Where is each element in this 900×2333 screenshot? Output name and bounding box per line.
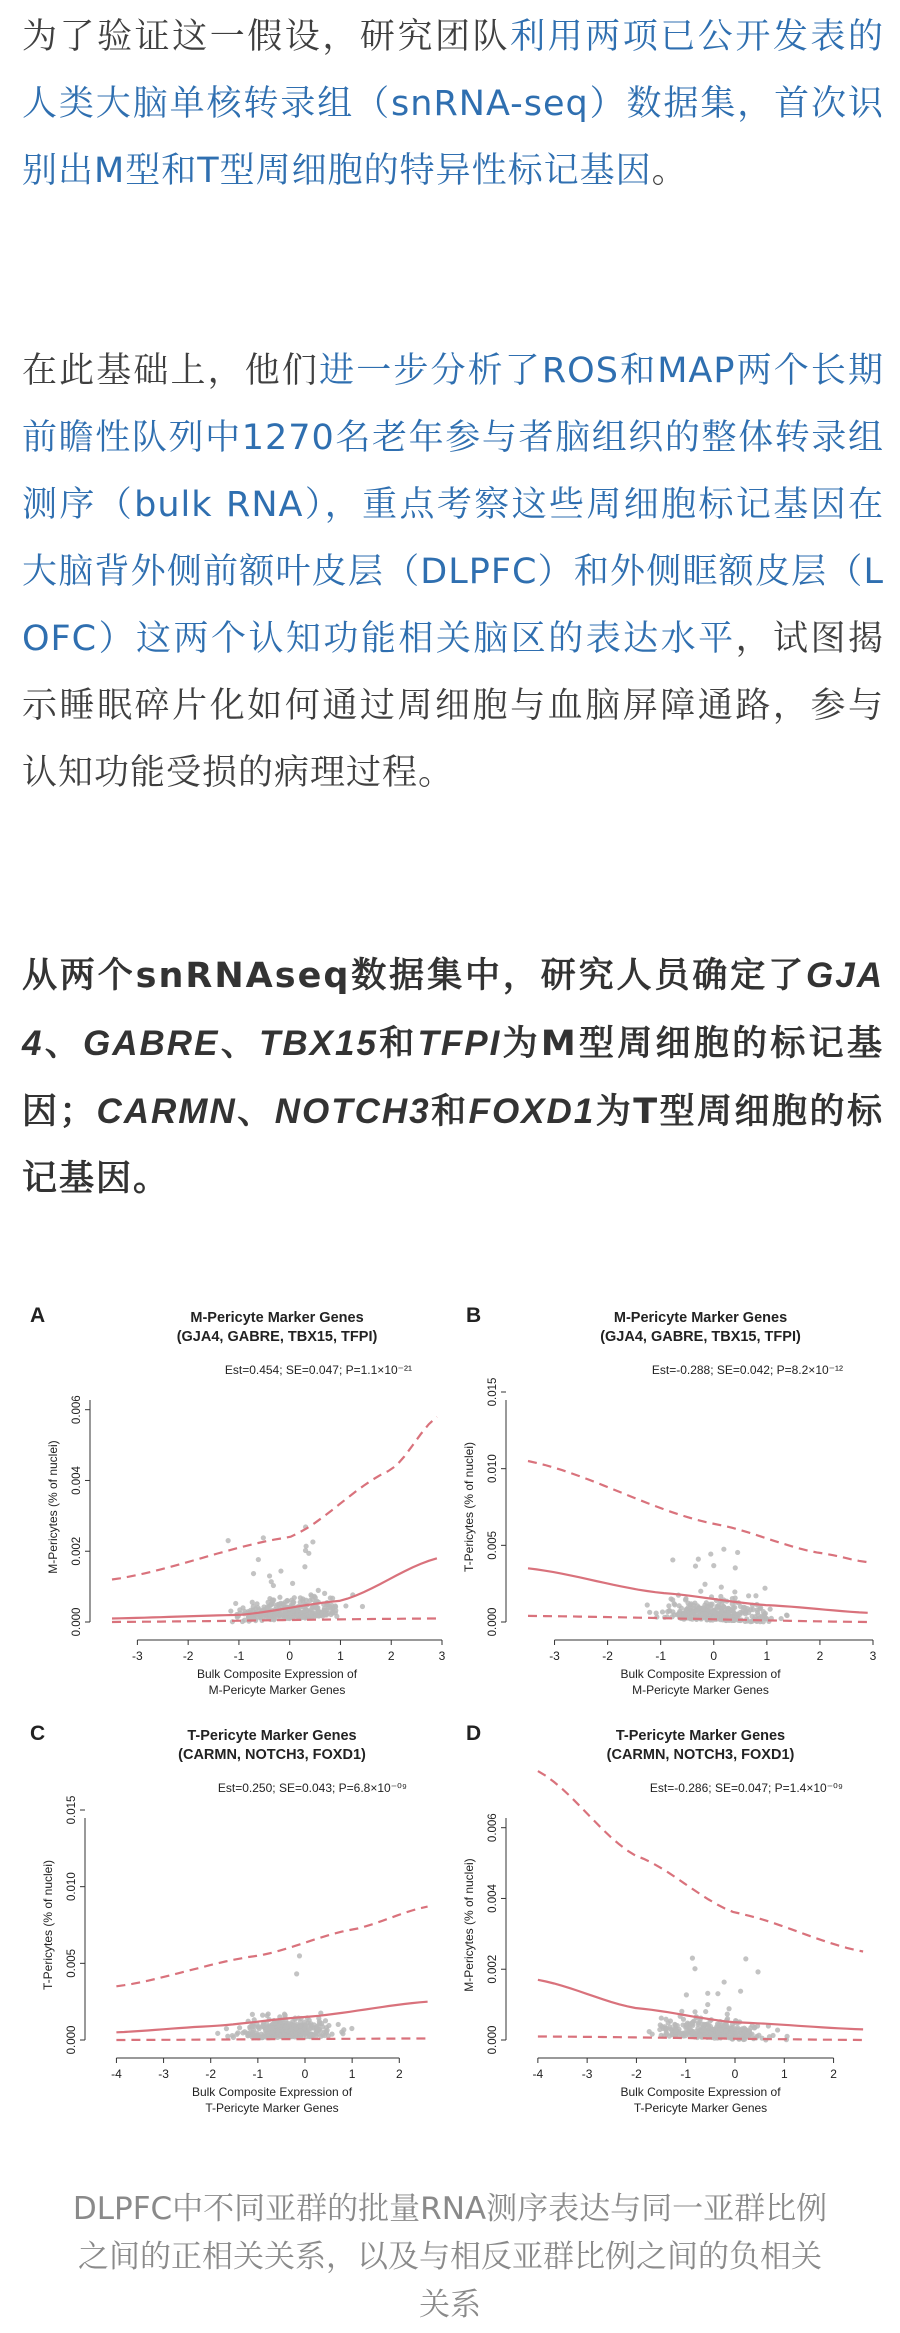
data-point (360, 1604, 365, 1609)
data-point (738, 1989, 743, 1994)
panel-stats: Est=0.454; SE=0.047; P=1.1×10⁻²¹ (224, 1363, 412, 1377)
y-tick-label: 0.006 (71, 1395, 83, 1425)
marker-text-5: 为T型周细胞的标记基因。 (22, 1092, 884, 1199)
analysis-highlight: 进一步分析了ROS和MAP两个长期前瞻性队列中1270名老年参与者脑组织的整体转录组测序（bulk RNA），重点考察这些周细胞标记基因在大脑背外侧前额叶皮层（DLPFC）和外侧眶额皮层（LOFC）这两个认知功能相关脑区的表达水平 (22, 351, 884, 659)
data-point (250, 2012, 255, 2017)
data-point (233, 1601, 238, 1606)
data-point (711, 1563, 716, 1568)
data-point (268, 1612, 273, 1617)
data-point (334, 1614, 339, 1619)
upper-bound-curve (528, 1461, 868, 1562)
data-point (690, 1610, 695, 1615)
x-tick-label: -3 (158, 2067, 169, 2081)
data-point (704, 1600, 709, 1605)
marker-text-3: 为M型周细胞的标记基因； (22, 1024, 884, 1132)
data-point (319, 2021, 324, 2026)
gene-foxd1: FOXD1 (468, 1092, 596, 1131)
data-point (715, 1605, 720, 1610)
data-point (283, 2024, 288, 2029)
data-point (650, 2031, 655, 2036)
data-point (308, 1614, 313, 1619)
data-point (297, 1953, 302, 1958)
data-point (691, 2030, 696, 2035)
data-point (281, 2032, 286, 2037)
x-tick-label: -2 (205, 2067, 217, 2081)
data-point (658, 2022, 663, 2027)
data-point (310, 1539, 315, 1544)
panel-stats: Est=-0.288; SE=0.042; P=8.2×10⁻¹² (651, 1363, 843, 1377)
data-point (272, 2020, 277, 2025)
data-point (260, 2013, 265, 2018)
paragraph-marker-genes (22, 942, 884, 1213)
data-point (322, 1591, 327, 1596)
y-tick-label: 0.002 (71, 1536, 83, 1566)
data-point (292, 1595, 297, 1600)
data-point (732, 1589, 737, 1594)
data-point (266, 2011, 271, 2016)
data-point (775, 2027, 780, 2032)
caption-line-3: 关系 (419, 2287, 481, 2323)
gene-notch3: NOTCH3 (274, 1092, 431, 1131)
data-point (316, 1588, 321, 1593)
x-tick-label: -1 (680, 2067, 692, 2081)
data-point (306, 1551, 311, 1556)
data-point (237, 2025, 242, 2030)
panel-letter: B (466, 1304, 482, 1327)
fit-curve (112, 1558, 437, 1618)
data-point (300, 1596, 305, 1601)
data-point (302, 1564, 307, 1569)
sep-2: 、 (219, 1024, 259, 1064)
intro-end: 。 (651, 151, 688, 191)
data-point (250, 2024, 255, 2029)
data-point (677, 1603, 682, 1608)
gene-tbx15: TBX15 (259, 1024, 378, 1063)
y-tick-label: 0.015 (487, 1377, 499, 1407)
y-tick-label: 0.004 (71, 1466, 83, 1495)
figure-scatter-panels (22, 1282, 884, 2182)
data-point (675, 1612, 680, 1617)
data-point (709, 1602, 714, 1607)
x-axis-label: Bulk Composite Expression of (620, 1667, 781, 1681)
x-tick-label: -2 (602, 1649, 613, 1663)
data-point (298, 2019, 303, 2024)
data-point (721, 1604, 726, 1609)
data-point (703, 2009, 708, 2014)
upper-bound-curve (538, 1771, 863, 1951)
gene-tfpi: TFPI (417, 1024, 502, 1063)
data-point (691, 1603, 696, 1608)
data-point (698, 1589, 703, 1594)
data-point (313, 1605, 318, 1610)
x-axis-label: T-Pericyte Marker Genes (633, 2101, 768, 2115)
data-point (755, 1969, 760, 1974)
data-point (330, 1611, 335, 1616)
data-point (741, 1605, 746, 1610)
x-tick-label: -1 (655, 1649, 667, 1663)
data-point (688, 1615, 693, 1620)
data-point (670, 1557, 675, 1562)
analysis-text: 在此基础上，他们 (22, 351, 320, 391)
sep-3: 、 (236, 1092, 275, 1132)
data-point (307, 2018, 312, 2023)
panel-stats: Est=-0.286; SE=0.047; P=1.4×10⁻⁰⁹ (649, 1781, 843, 1795)
data-point (705, 1991, 710, 1996)
panel-title: T-Pericyte Marker Genes (615, 1728, 786, 1744)
y-axis-label: T-Pericytes (% of nuclei) (462, 1441, 476, 1573)
x-tick-label: 0 (301, 2067, 309, 2081)
data-point (668, 2018, 673, 2023)
upper-bound-curve (116, 1907, 427, 1987)
data-point (746, 1593, 751, 1598)
y-tick-label: 0.005 (66, 1948, 78, 1978)
data-point (660, 1609, 665, 1614)
panel-b (462, 1304, 877, 1697)
data-point (244, 2031, 249, 2036)
x-tick-label: 2 (830, 2067, 837, 2081)
data-point (269, 1579, 274, 1584)
x-tick-label: -4 (111, 2067, 122, 2081)
data-point (309, 1594, 314, 1599)
sep-1: 、 (43, 1024, 84, 1064)
data-point (304, 2029, 309, 2034)
data-point (726, 2006, 731, 2011)
data-point (692, 2009, 697, 2014)
x-tick-label: -2 (631, 2067, 642, 2081)
data-point (690, 1956, 695, 1961)
data-point (266, 1604, 271, 1609)
data-point (226, 1538, 231, 1543)
data-point (294, 1971, 299, 1976)
x-tick-label: 1 (780, 2067, 788, 2081)
data-point (683, 1612, 688, 1617)
panel-title: M-Pericyte Marker Genes (613, 1310, 788, 1326)
x-tick-label: 2 (816, 1649, 824, 1663)
data-point (277, 1595, 282, 1600)
data-point (659, 2015, 664, 2020)
y-tick-label: 0.000 (71, 1607, 83, 1637)
intro-highlight: 利用两项已公开发表的人类大脑单核转录组（snRNA-seq）数据集，首次识别出M型和T型周细胞的特异性标记基因 (22, 17, 884, 191)
data-point (693, 1563, 698, 1568)
y-axis-label: T-Pericytes (% of nuclei) (41, 1859, 55, 1991)
x-tick-label: 0 (731, 2067, 739, 2081)
panel-letter: C (30, 1722, 46, 1745)
data-point (719, 1585, 724, 1590)
data-point (768, 1607, 773, 1612)
upper-bound-curve (112, 1417, 437, 1580)
data-point (735, 1550, 740, 1555)
x-axis-label: M-Pericyte Marker Genes (632, 1683, 769, 1697)
y-tick-label: 0.004 (487, 1884, 499, 1913)
x-tick-label: 1 (763, 1649, 771, 1663)
x-tick-label: -1 (233, 1649, 245, 1663)
data-point (681, 2017, 686, 2022)
y-tick-label: 0.010 (487, 1454, 499, 1484)
data-point (672, 1601, 677, 1606)
data-point (762, 1586, 767, 1591)
data-point (743, 1610, 748, 1615)
data-point (290, 1600, 295, 1605)
data-point (730, 2026, 735, 2031)
data-point (260, 2035, 265, 2040)
data-point (673, 2027, 678, 2032)
data-point (328, 1605, 333, 1610)
data-point (697, 2033, 702, 2038)
data-point (721, 1547, 726, 1552)
paragraph-analysis (22, 338, 884, 807)
gene-gabre: GABRE (83, 1024, 220, 1063)
data-point (324, 1612, 329, 1617)
data-point (785, 1613, 790, 1618)
y-tick-label: 0.005 (487, 1530, 499, 1560)
data-point (215, 2031, 220, 2036)
data-point (298, 2029, 303, 2034)
data-point (696, 1557, 701, 1562)
panel-subtitle: (GJA4, GABRE, TBX15, TFPI) (600, 1329, 801, 1345)
data-point (261, 1535, 266, 1540)
data-point (744, 2031, 749, 2036)
data-point (251, 1571, 256, 1576)
data-point (275, 1602, 280, 1607)
data-point (322, 2033, 327, 2038)
data-point (279, 1611, 284, 1616)
data-point (753, 1593, 758, 1598)
data-point (755, 1612, 760, 1617)
data-point (684, 2031, 689, 2036)
marker-text-1: 从两个snRNAseq数据集中，研究人员确定了 (22, 956, 807, 996)
data-point (705, 2025, 710, 2030)
x-tick-label: 2 (395, 2067, 403, 2081)
data-point (647, 1610, 652, 1615)
data-point (225, 2034, 230, 2039)
panel-a (30, 1304, 446, 1697)
data-point (256, 1557, 261, 1562)
caption-line-2: 之间的正相关关系，以及与相反亚群比例之间的负相关 (78, 2239, 822, 2275)
panel-title: M-Pericyte Marker Genes (190, 1310, 364, 1326)
panel-letter: D (466, 1722, 482, 1745)
x-tick-label: 1 (348, 2067, 356, 2081)
data-point (762, 1612, 767, 1617)
x-axis-label: Bulk Composite Expression of (620, 2085, 781, 2099)
panel-stats: Est=0.250; SE=0.043; P=6.8×10⁻⁰⁹ (217, 1781, 407, 1795)
y-tick-label: 0.000 (487, 2025, 499, 2055)
x-tick-label: 1 (337, 1649, 344, 1663)
x-tick-label: -3 (132, 1649, 143, 1663)
data-point (292, 2023, 297, 2028)
data-point (224, 2026, 229, 2031)
data-point (705, 2002, 710, 2007)
data-point (684, 1992, 689, 1997)
data-point (313, 1613, 318, 1618)
x-tick-label: -2 (182, 1649, 194, 1663)
data-point (688, 2021, 693, 2026)
marker-text-2: 和 (377, 1024, 418, 1064)
data-point (271, 1597, 276, 1602)
data-point (237, 1607, 242, 1612)
panel-subtitle: (GJA4, GABRE, TBX15, TFPI) (176, 1329, 378, 1345)
data-point (743, 1956, 748, 1961)
y-axis-label: M-Pericytes (% of nuclei) (462, 1858, 476, 1992)
x-tick-label: 0 (710, 1649, 718, 1663)
data-point (708, 1551, 713, 1556)
y-tick-label: 0.000 (66, 2025, 78, 2055)
data-point (267, 1573, 272, 1578)
data-point (256, 2024, 261, 2029)
data-point (269, 2025, 274, 2030)
y-tick-label: 0.006 (487, 1813, 499, 1843)
figure-caption (0, 2185, 900, 2329)
panel-subtitle: (CARMN, NOTCH3, FOXD1) (178, 1747, 366, 1763)
data-point (657, 2027, 662, 2032)
x-tick-label: 3 (869, 1649, 877, 1663)
data-point (341, 2027, 346, 2032)
data-point (285, 1598, 290, 1603)
x-tick-label: -3 (549, 1649, 560, 1663)
data-point (663, 2017, 668, 2022)
data-point (228, 1608, 233, 1613)
panel-title: T-Pericyte Marker Genes (187, 1728, 357, 1744)
data-point (343, 1603, 348, 1608)
data-point (726, 1606, 731, 1611)
data-point (301, 1609, 306, 1614)
data-point (751, 1607, 756, 1612)
panel-subtitle: (CARMN, NOTCH3, FOXD1) (606, 1747, 795, 1763)
x-tick-label: 2 (387, 1649, 395, 1663)
intro-text: 为了验证这一假设，研究团队 (22, 17, 511, 57)
panel-d (462, 1722, 863, 2115)
data-point (715, 1991, 720, 1996)
data-point (667, 1608, 672, 1613)
data-point (756, 2033, 761, 2038)
data-point (702, 1582, 707, 1587)
panel-c (30, 1722, 428, 2115)
data-point (733, 1595, 738, 1600)
data-point (330, 1596, 335, 1601)
x-tick-label: -4 (532, 2067, 544, 2081)
y-tick-label: 0.010 (66, 1872, 78, 1902)
data-point (234, 2032, 239, 2037)
data-point (722, 1979, 727, 1984)
data-point (349, 2026, 354, 2031)
data-point (316, 2027, 321, 2032)
gene-gja4: GJA4 (22, 956, 884, 1063)
paragraph-intro (22, 4, 884, 205)
caption-line-1: DLPFC中不同亚群的批量RNA测序表达与同一亚群比例 (72, 2191, 828, 2227)
lower-bound-curve (116, 2039, 427, 2041)
data-point (722, 1612, 727, 1617)
data-point (290, 1581, 295, 1586)
data-point (733, 1565, 738, 1570)
x-tick-label: 0 (286, 1649, 294, 1663)
x-axis-label: M-Pericyte Marker Genes (208, 1683, 346, 1697)
data-point (654, 1610, 659, 1615)
data-point (725, 2012, 730, 2017)
data-point (287, 1615, 292, 1620)
data-point (779, 1616, 784, 1621)
x-axis-label: Bulk Composite Expression of (196, 1667, 358, 1681)
y-axis-label: M-Pericytes (% of nuclei) (46, 1440, 60, 1574)
marker-text-4: 和 (430, 1092, 469, 1132)
x-tick-label: -3 (581, 2067, 593, 2081)
x-axis-label: Bulk Composite Expression of (191, 2085, 353, 2099)
data-point (735, 2025, 740, 2030)
data-point (278, 1568, 283, 1573)
x-tick-label: 3 (438, 1649, 446, 1663)
data-point (678, 2031, 683, 2036)
data-point (692, 1966, 697, 1971)
analysis-end: ，试图揭示睡眠碎片化如何通过周细胞与血脑屏障通路，参与认知功能受损的病理过程。 (22, 619, 884, 793)
data-point (281, 1602, 286, 1607)
data-point (666, 1603, 671, 1608)
data-point (336, 2022, 341, 2027)
x-tick-label: -1 (252, 2067, 264, 2081)
y-tick-label: 0.000 (487, 1607, 499, 1637)
data-point (645, 1602, 650, 1607)
y-tick-label: 0.015 (66, 1795, 78, 1825)
data-point (715, 2031, 720, 2036)
data-point (250, 1600, 255, 1605)
panel-letter: A (30, 1304, 46, 1327)
gene-carmn: CARMN (96, 1092, 237, 1131)
data-point (696, 1605, 701, 1610)
y-tick-label: 0.002 (487, 1954, 499, 1984)
data-point (664, 2027, 669, 2032)
x-axis-label: T-Pericyte Marker Genes (205, 2101, 339, 2115)
